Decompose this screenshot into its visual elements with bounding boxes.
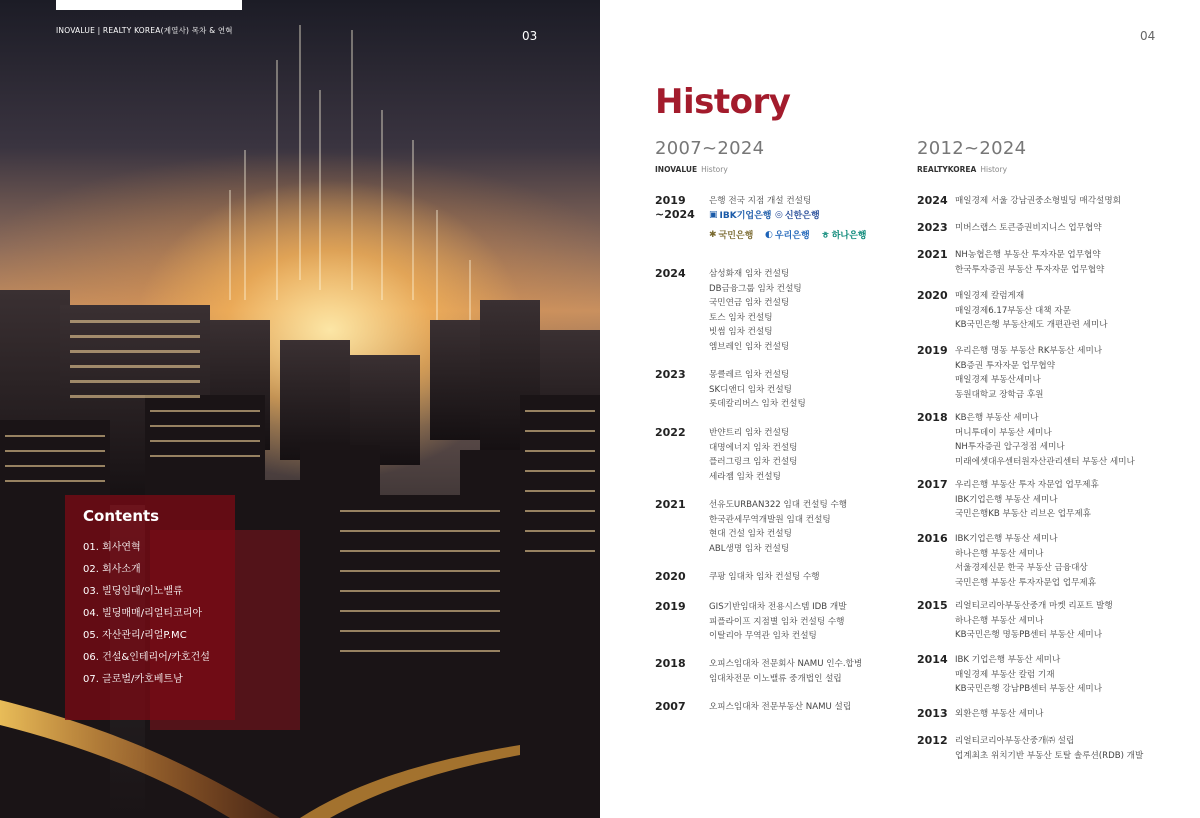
bank-logo <box>709 228 753 241</box>
entry-year: 2017 <box>917 478 948 491</box>
entry-item: KB국민은행 강남PB센터 부동산 세미나 <box>955 684 1103 695</box>
entry-items <box>955 194 1121 209</box>
entry-item: 빗썸 임차 컨설팅 <box>709 327 773 338</box>
contents-box <box>65 495 235 720</box>
entry-item: 동원대학교 장학금 후원 <box>955 389 1044 400</box>
contents-item: 07. 글로벌/카호베트남 <box>83 674 183 685</box>
entry-item: 토스 임차 컨설팅 <box>709 312 773 323</box>
entry-item: 외환은행 부동산 세미나 <box>955 709 1044 719</box>
bank-logo-icon: ◎ <box>775 209 783 220</box>
entry-item: 리얼티코리아부동산중개 마켓 리포트 발행 <box>955 601 1113 611</box>
company-name: INOVALUE <box>655 165 698 174</box>
contents-item: 04. 빌딩매매/리얼티코리아 <box>83 608 203 619</box>
entry-items <box>709 426 797 484</box>
entry-year: 2018 <box>917 411 948 424</box>
entry-items <box>955 411 1135 469</box>
entry-item: KB은행 부동산 세미나 <box>955 413 1039 423</box>
entry-item: 은행 전국 지점 개설 컨설팅 <box>709 196 812 206</box>
bank-logo-icon: ▣ <box>709 209 718 220</box>
entry-year: 2024 <box>655 267 686 280</box>
entry-item: 머니투데이 부동산 세미나 <box>955 427 1052 438</box>
entry-year: 2015 <box>917 599 948 612</box>
entry-item: 국민은행 부동산 투자자문업 업무제휴 <box>955 577 1097 588</box>
entry-item: KB국민은행 부동산제도 개편관련 세미나 <box>955 320 1108 331</box>
entry-item: 매일경제 칼럼게재 <box>955 291 1025 301</box>
contents-item: 03. 빌딩임대/이노밸류 <box>83 586 183 597</box>
entry-items <box>955 599 1113 643</box>
entry-item: 국민은행KB 부동산 리브온 업무제휴 <box>955 509 1091 520</box>
entry-item: 국민연금 임차 컨설팅 <box>709 298 790 309</box>
entry-item: 삼성화재 임차 컨설팅 <box>709 269 790 279</box>
entry-item: 이탈리아 무역관 임차 컨설팅 <box>709 631 817 642</box>
entry-items <box>709 700 851 715</box>
entry-item: 대명에너지 임차 컨설팅 <box>709 442 798 453</box>
bank-logo-name: IBK기업은행 <box>719 211 772 221</box>
entry-year: 2024 <box>917 194 948 207</box>
entry-items <box>709 570 820 585</box>
bank-logo-name: 신한은행 <box>784 211 820 221</box>
entry-item: NH농협은행 부동산 투자자문 업무협약 <box>955 250 1101 260</box>
entry-items <box>955 532 1096 590</box>
entry-item: 미래에셋대우센터원자산관리센터 부동산 세미나 <box>955 456 1135 467</box>
entry-item: KB국민은행 명동PB센터 부동산 세미나 <box>955 630 1103 641</box>
entry-item: 리얼티코리아부동산중개㈜ 설립 <box>955 736 1075 746</box>
realtykorea-label <box>917 165 1187 174</box>
entry-year: 2020 <box>655 570 686 583</box>
realtykorea-history-column <box>917 138 1187 761</box>
inovalue-history-column <box>655 138 905 713</box>
top-bar <box>56 0 242 10</box>
bank-logo-icon: ㅎ <box>821 231 830 241</box>
entry-item: ABL생명 임차 컨설팅 <box>709 543 790 554</box>
entry-items <box>955 707 1043 722</box>
entry-item: IBK 기업은행 부동산 세미나 <box>955 655 1061 665</box>
entry-item: DB금융그룹 임차 컨설팅 <box>709 283 802 294</box>
entry-items <box>955 248 1104 277</box>
history-label: History <box>980 165 1008 174</box>
entry-item: 선유도URBAN322 임대 컨설팅 수행 <box>709 500 848 510</box>
entry-item: 현대 건설 임차 컨설팅 <box>709 529 792 540</box>
entry-item: 매일경제 부동산세미나 <box>955 375 1041 386</box>
entry-year: 2007 <box>655 700 686 713</box>
entry-item: NH투자증권 압구정점 세미나 <box>955 442 1065 453</box>
bank-logo <box>709 208 771 221</box>
entry-item: 매일경제 서울 강남권중소형빌딩 매각설명회 <box>955 196 1121 206</box>
entry-year: 2016 <box>917 532 948 545</box>
entry-year: 2019 <box>917 344 948 357</box>
entry-item: 피플라이프 지점별 임차 컨설팅 수행 <box>709 616 845 627</box>
entry-item: 매일경제6.17부동산 대책 자문 <box>955 305 1071 316</box>
realtykorea-period: 2012~2024 <box>917 138 1027 159</box>
entry-item: 세라젬 임차 컨설팅 <box>709 471 781 482</box>
entry-item: 반얀트리 임차 컨설팅 <box>709 428 790 438</box>
contents-title: Contents <box>83 507 160 525</box>
bank-logo-icon: ✱ <box>709 229 717 240</box>
entry-item: GIS기반임대차 전용시스템 IDB 개발 <box>709 602 847 612</box>
bank-logo-icon: ◐ <box>765 229 773 240</box>
page-number-left: 03 <box>522 29 538 43</box>
entry-item: 업계최초 위치기반 부동산 토탈 솔루션(RDB) 개발 <box>955 750 1144 761</box>
right-page <box>600 0 1200 818</box>
entry-year: 2014 <box>917 653 948 666</box>
entry-items <box>709 600 847 644</box>
entry-year: 2022 <box>655 426 686 439</box>
entry-item: 한국투자증권 부동산 투자자문 업무협약 <box>955 264 1105 275</box>
entry-items <box>955 734 1143 763</box>
bank-logo <box>821 228 866 241</box>
entry-item: 오피스임대차 전문부동산 NAMU 설립 <box>709 702 852 712</box>
contents-item: 02. 회사소개 <box>83 564 141 575</box>
contents-item: 01. 회사연혁 <box>83 542 141 553</box>
entry-year: 2018 <box>655 657 686 670</box>
entry-year: 2019 ~2024 <box>655 194 695 221</box>
entry-year: 2021 <box>655 498 686 511</box>
entry-item: SK디앤디 임차 컨설팅 <box>709 384 792 395</box>
entry-item: 오피스임대차 전문회사 NAMU 인수.합병 <box>709 659 863 669</box>
entry-items <box>709 657 862 686</box>
entry-item: 우리은행 부동산 투자 자문업 업무제휴 <box>955 480 1099 490</box>
entry-items <box>955 221 1102 236</box>
entry-items <box>709 368 806 412</box>
entry-items <box>955 289 1108 333</box>
bank-logo <box>765 228 810 241</box>
entry-item: 하나은행 부동산 세미나 <box>955 548 1044 559</box>
bank-logos <box>709 208 889 248</box>
entry-item: 롯데칼리버스 임차 컨설팅 <box>709 399 806 410</box>
entry-items <box>709 267 802 355</box>
entry-item: 우리은행 명동 부동산 RK부동산 세미나 <box>955 346 1103 356</box>
bank-logo <box>775 208 820 221</box>
contents-item: 05. 자산관리/리얼P.MC <box>83 630 187 641</box>
entry-item: 몽클레르 임차 컨설팅 <box>709 370 790 380</box>
entry-items <box>955 478 1099 522</box>
entry-year: 2023 <box>917 221 948 234</box>
entry-item: IBK기업은행 부동산 세미나 <box>955 494 1058 505</box>
bank-logo-name: 하나은행 <box>831 231 867 241</box>
entry-items <box>709 498 847 556</box>
entry-item: 엠브레인 임차 컨설팅 <box>709 341 790 352</box>
entry-item: 임대차전문 이노밸류 중개법인 설립 <box>709 673 842 684</box>
entry-item: 플러그링크 임차 컨설팅 <box>709 457 798 468</box>
entry-item: 쿠팡 임대차 임차 컨설팅 수행 <box>709 572 820 582</box>
contents-list <box>83 537 210 691</box>
entry-year: 2021 <box>917 248 948 261</box>
entry-item: IBK기업은행 부동산 세미나 <box>955 534 1058 544</box>
entry-year: 2020 <box>917 289 948 302</box>
page-title: History <box>655 82 791 122</box>
history-label: History <box>701 165 728 174</box>
header-brand: INOVALUE | REALTY KOREA(계열사) 목차 & 연혁 <box>56 26 233 35</box>
entry-year: 2012 <box>917 734 948 747</box>
entry-year: 2023 <box>655 368 686 381</box>
inovalue-period: 2007~2024 <box>655 138 765 159</box>
entry-year: 2013 <box>917 707 948 720</box>
bank-logo-name: 국민은행 <box>718 231 754 241</box>
entry-item: 미버스랩스 토큰증권비지니스 업무협약 <box>955 223 1102 233</box>
company-name: REALTYKOREA <box>917 165 977 174</box>
entry-items <box>955 653 1102 697</box>
entry-item: KB증권 투자자문 업무협약 <box>955 360 1056 371</box>
entry-item: 매일경제 부동산 칼럼 기재 <box>955 669 1055 680</box>
bank-logo-name: 우리은행 <box>774 231 810 241</box>
inovalue-label <box>655 165 905 174</box>
entry-items <box>709 194 811 209</box>
entry-items <box>955 344 1102 402</box>
entry-item: 서울경제신문 한국 부동산 금융대상 <box>955 563 1088 574</box>
page-number-right: 04 <box>1140 29 1156 43</box>
entry-year: 2019 <box>655 600 686 613</box>
contents-item: 06. 건설&인테리어/카호건설 <box>83 652 210 663</box>
entry-item: 하나은행 부동산 세미나 <box>955 615 1044 626</box>
entry-item: 한국관세무역개발원 임대 컨설팅 <box>709 514 831 525</box>
